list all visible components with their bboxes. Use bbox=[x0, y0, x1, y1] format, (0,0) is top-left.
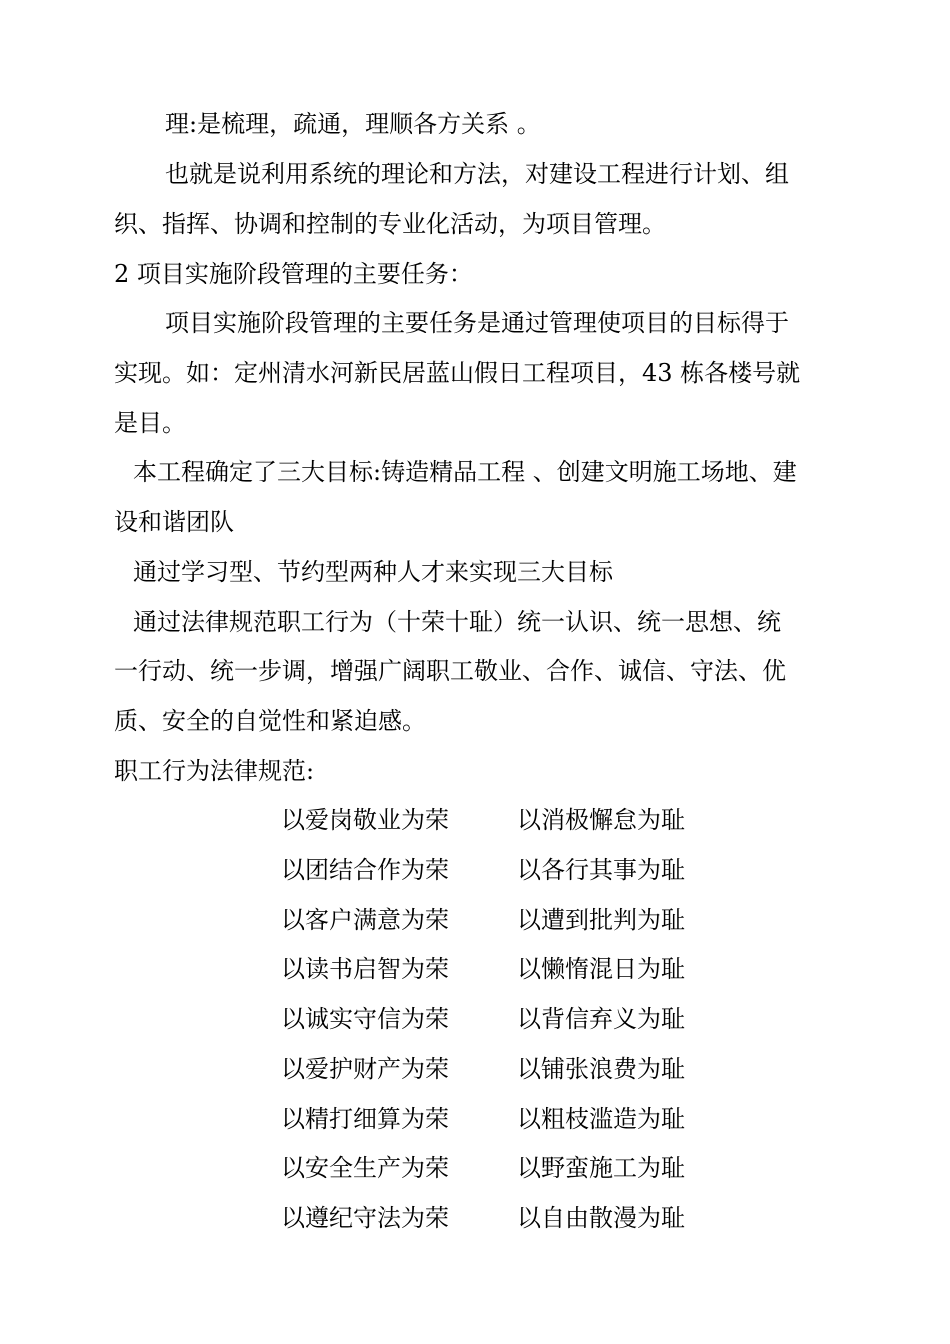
norm-honor: 以精打细算为荣 bbox=[281, 1105, 449, 1133]
section-heading: 2 项目实施阶段管理的主要任务： bbox=[114, 260, 473, 288]
norm-shame: 以铺张浪费为耻 bbox=[517, 1055, 685, 1083]
norm-shame: 以野蛮施工为耻 bbox=[517, 1154, 685, 1182]
paragraph-line: 也就是说利用系统的理论和方法，对建设工程进行计划、组 bbox=[165, 160, 789, 188]
paragraph-line: 质、安全的自觉性和紧迫感。 bbox=[114, 707, 426, 735]
norms-heading: 职工行为法律规范: bbox=[114, 757, 315, 785]
norm-shame: 以懒惰混日为耻 bbox=[517, 955, 685, 983]
norm-honor: 以爱岗敬业为荣 bbox=[281, 806, 449, 834]
paragraph-line: 理:是梳理，疏通，理顺各方关系 。 bbox=[165, 110, 541, 138]
paragraph-line: 通过学习型、节约型两种人才来实现三大目标 bbox=[133, 558, 613, 586]
norm-honor: 以读书启智为荣 bbox=[281, 955, 449, 983]
paragraph-line: 织、指挥、协调和控制的专业化活动，为项目管理。 bbox=[114, 210, 666, 238]
norm-shame: 以消极懈怠为耻 bbox=[517, 806, 685, 834]
paragraph-line: 设和谐团队 bbox=[114, 508, 234, 536]
paragraph-line: 通过法律规范职工行为（十荣十耻）统一认识、统一思想、统 bbox=[133, 608, 781, 636]
norm-shame: 以背信弃义为耻 bbox=[517, 1005, 685, 1033]
norm-honor: 以爱护财产为荣 bbox=[281, 1055, 449, 1083]
paragraph-line: 实现。如：定州清水河新民居蓝山假日工程项目，43 栋各楼号就 bbox=[114, 359, 801, 387]
norm-honor: 以客户满意为荣 bbox=[281, 906, 449, 934]
norm-shame: 以粗枝滥造为耻 bbox=[517, 1105, 685, 1133]
norm-honor: 以团结合作为荣 bbox=[281, 856, 449, 884]
paragraph-line: 一行动、统一步调，增强广阔职工敬业、合作、诚信、守法、优 bbox=[114, 657, 786, 685]
norm-shame: 以遭到批判为耻 bbox=[517, 906, 685, 934]
norm-shame: 以自由散漫为耻 bbox=[517, 1204, 685, 1232]
paragraph-line: 本工程确定了三大目标:铸造精品工程 、创建文明施工场地、建 bbox=[133, 458, 797, 486]
paragraph-line: 是目。 bbox=[114, 409, 186, 437]
norm-shame: 以各行其事为耻 bbox=[517, 856, 685, 884]
norm-honor: 以诚实守信为荣 bbox=[281, 1005, 449, 1033]
norm-honor: 以安全生产为荣 bbox=[281, 1154, 449, 1182]
paragraph-line: 项目实施阶段管理的主要任务是通过管理使项目的目标得于 bbox=[165, 309, 789, 337]
norm-honor: 以遵纪守法为荣 bbox=[281, 1204, 449, 1232]
